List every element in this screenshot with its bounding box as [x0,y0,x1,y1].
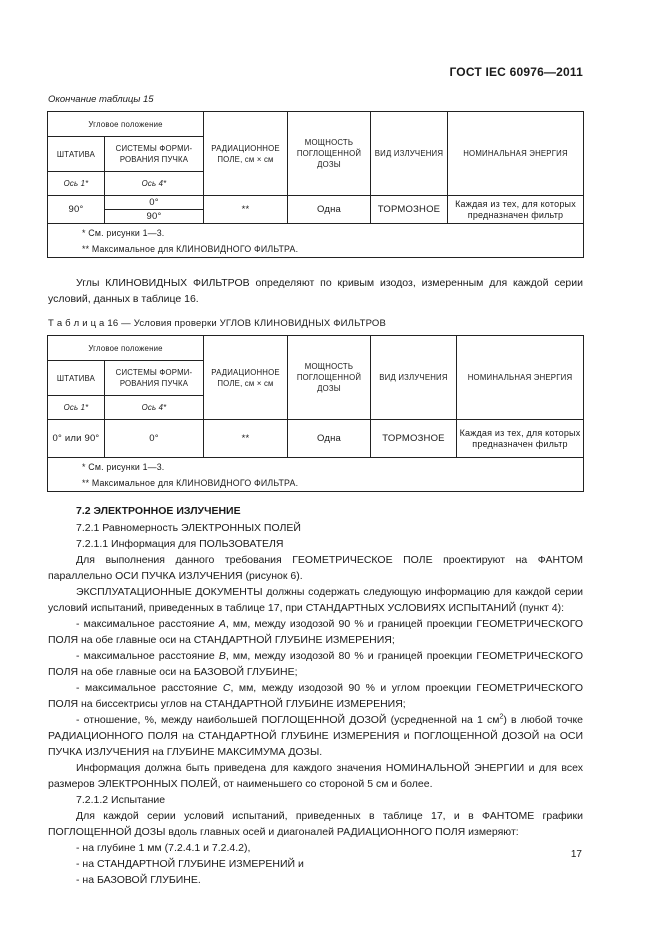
footnote: ** Максимальное для КЛИНОВИДНОГО ФИЛЬТРА. [82,477,299,488]
energy-header: НОМИНАЛЬНАЯ ЭНЕРГИЯ [457,336,584,420]
dose-value: Одна [288,420,371,458]
energy-header: НОМИНАЛЬНАЯ ЭНЕРГИЯ [448,112,584,196]
wedge-paragraph [48,275,583,307]
beam-system-header: СИСТЕМЫ ФОРМИ-РОВАНИЯ ПУЧКА [105,137,204,172]
axis4-header: Ось 4* [105,396,204,420]
axis1-header: Ось 1* [48,396,105,420]
stand-value: 90° [48,196,105,224]
dose-header: МОЩНОСТЬ ПОГЛОЩЕННОЙ ДОЗЫ [288,336,371,420]
section-heading: 7.2 ЭЛЕКТРОННОЕ ИЗЛУЧЕНИЕ [76,505,241,517]
paragraph: Для выполнения данного требования ГЕОМЕТРИЧЕСКОЕ ПОЛЕ проектируют на ФАНТОМ параллельно ОСИ ПУЧКА ИЗЛУЧЕНИЯ (рисунок 6). [48,554,583,582]
field-value: ** [204,420,288,458]
field-header: РАДИАЦИОННОЕ ПОЛЕ, см × см [204,336,288,420]
radiation-type-header: ВИД ИЗЛУЧЕНИЯ [371,336,457,420]
table15-footnotes [48,224,584,258]
field-header: РАДИАЦИОННОЕ ПОЛЕ, см × см [204,112,288,196]
stand-header: ШТАТИВА [48,361,105,396]
table-15 [47,111,584,258]
field-value: ** [204,196,288,224]
subsection-title: 7.2.1.2 Испытание [76,794,166,806]
beam-value-a: 0° [105,196,204,210]
subsection-title: 7.2.1 Равномерность ЭЛЕКТРОННЫХ ПОЛЕЙ [76,522,301,534]
dose-value: Одна [288,196,371,224]
type-value: ТОРМОЗНОЕ [371,196,448,224]
axis4-header: Ось 4* [105,172,204,196]
energy-value: Каждая из тех, для которых предназначен фильтр [448,196,584,224]
beam-value: 0° [105,420,204,458]
list-item: - на СТАНДАРТНОЙ ГЛУБИНЕ ИЗМЕРЕНИЙ и [76,858,304,870]
list-item: - отношение, %, между наибольшей ПОГЛОЩЕННОЙ ДОЗОЙ (усредненной на 1 $см^2$) в любой точке РАДИАЦИОННОГО ПОЛЯ на СТАНДАРТНОЙ ГЛУБИНЕ ИЗМЕРЕНИЯ и ПОГЛОЩЕННОЙ ДОЗОЙ на ОСИ ПУЧКА ИЗЛУЧЕНИЯ на ГЛУБИНЕ МАКСИМУМА ДОЗЫ. [48,713,583,758]
list-item: - на глубине 1 мм (7.2.4.1 и 7.2.4.2), [76,842,251,854]
stand-header: ШТАТИВА [48,137,105,172]
energy-value: Каждая из тех, для которых предназначен фильтр [457,420,584,458]
section-body [48,520,583,888]
paragraph: Углы КЛИНОВИДНЫХ ФИЛЬТРОВ определяют по кривым изодоз, измеренным для каждой серии условий, данных в таблице 16. [48,277,583,305]
table15-caption: Окончание таблицы 15 [48,94,154,105]
dose-header: МОЩНОСТЬ ПОГЛОЩЕННОЙ ДОЗЫ [288,112,371,196]
document-header: ГОСТ IEC 60976—2011 [449,65,583,79]
beam-system-header: СИСТЕМЫ ФОРМИ-РОВАНИЯ ПУЧКА [105,361,204,396]
list-item: - максимальное расстояние C, мм, между изодозой 90 % и углом проекции ГЕОМЕТРИЧЕСКОГО ПОЛЯ на биссектрисы углов на СТАНДАРТНОЙ ГЛУБИНЕ ИЗМЕРЕНИЯ; [48,682,584,710]
list-item: - максимальное расстояние A, мм, между изодозой 90 % и границей проекции ГЕОМЕТРИЧЕСКОГО ПОЛЯ на обе главные оси на СТАНДАРТНОЙ ГЛУБИНЕ ИЗМЕРЕНИЯ; [48,618,583,646]
paragraph: ЭКСПЛУАТАЦИОННЫЕ ДОКУМЕНТЫ должны содержать следующую информацию для каждой серии условий испытаний, приведенных в таблице 17, при СТАНДАРТНЫХ УСЛОВИЯХ ИСПЫТАНИЙ (пункт 4): [48,586,583,614]
subsection-title: 7.2.1.1 Информация для ПОЛЬЗОВАТЕЛЯ [76,538,284,550]
type-value: ТОРМОЗНОЕ [371,420,457,458]
angular-position-header: Угловое положение [48,112,204,137]
table-16 [47,335,584,492]
list-item: - максимальное расстояние B, мм, между изодозой 80 % и границей проекции ГЕОМЕТРИЧЕСКОГО ПОЛЯ на обе главные оси на БАЗОВОЙ ГЛУБИНЕ; [48,650,583,678]
page-number: 17 [570,849,582,860]
axis1-header: Ось 1* [48,172,105,196]
footnote: ** Максимальное для КЛИНОВИДНОГО ФИЛЬТРА. [82,243,299,254]
angular-position-header: Угловое положение [48,336,204,361]
stand-value: 0° или 90° [48,420,105,458]
paragraph: Информация должна быть приведена для каждого значения НОМИНАЛЬНОЙ ЭНЕРГИИ и для всех размеров ЭЛЕКТРОННЫХ ПОЛЕЙ, от наименьшего со стороной 5 см и более. [48,762,583,790]
paragraph: Для каждой серии условий испытаний, приведенных в таблице 17, и в ФАНТОМЕ графики ПОГЛОЩЕННОЙ ДОЗЫ вдоль главных осей и диагоналей РАДИАЦИОННОГО ПОЛЯ измеряют: [48,810,583,838]
list-item: - на БАЗОВОЙ ГЛУБИНЕ. [76,874,201,886]
radiation-type-header: ВИД ИЗЛУЧЕНИЯ [371,112,448,196]
footnote: * См. рисунки 1—3. [82,461,165,472]
beam-value-b: 90° [105,210,204,224]
table16-footnotes [48,458,584,492]
footnote: * См. рисунки 1—3. [82,227,165,238]
table16-caption: Т а б л и ц а 16 — Условия проверки УГЛОВ КЛИНОВИДНЫХ ФИЛЬТРОВ [48,318,387,329]
